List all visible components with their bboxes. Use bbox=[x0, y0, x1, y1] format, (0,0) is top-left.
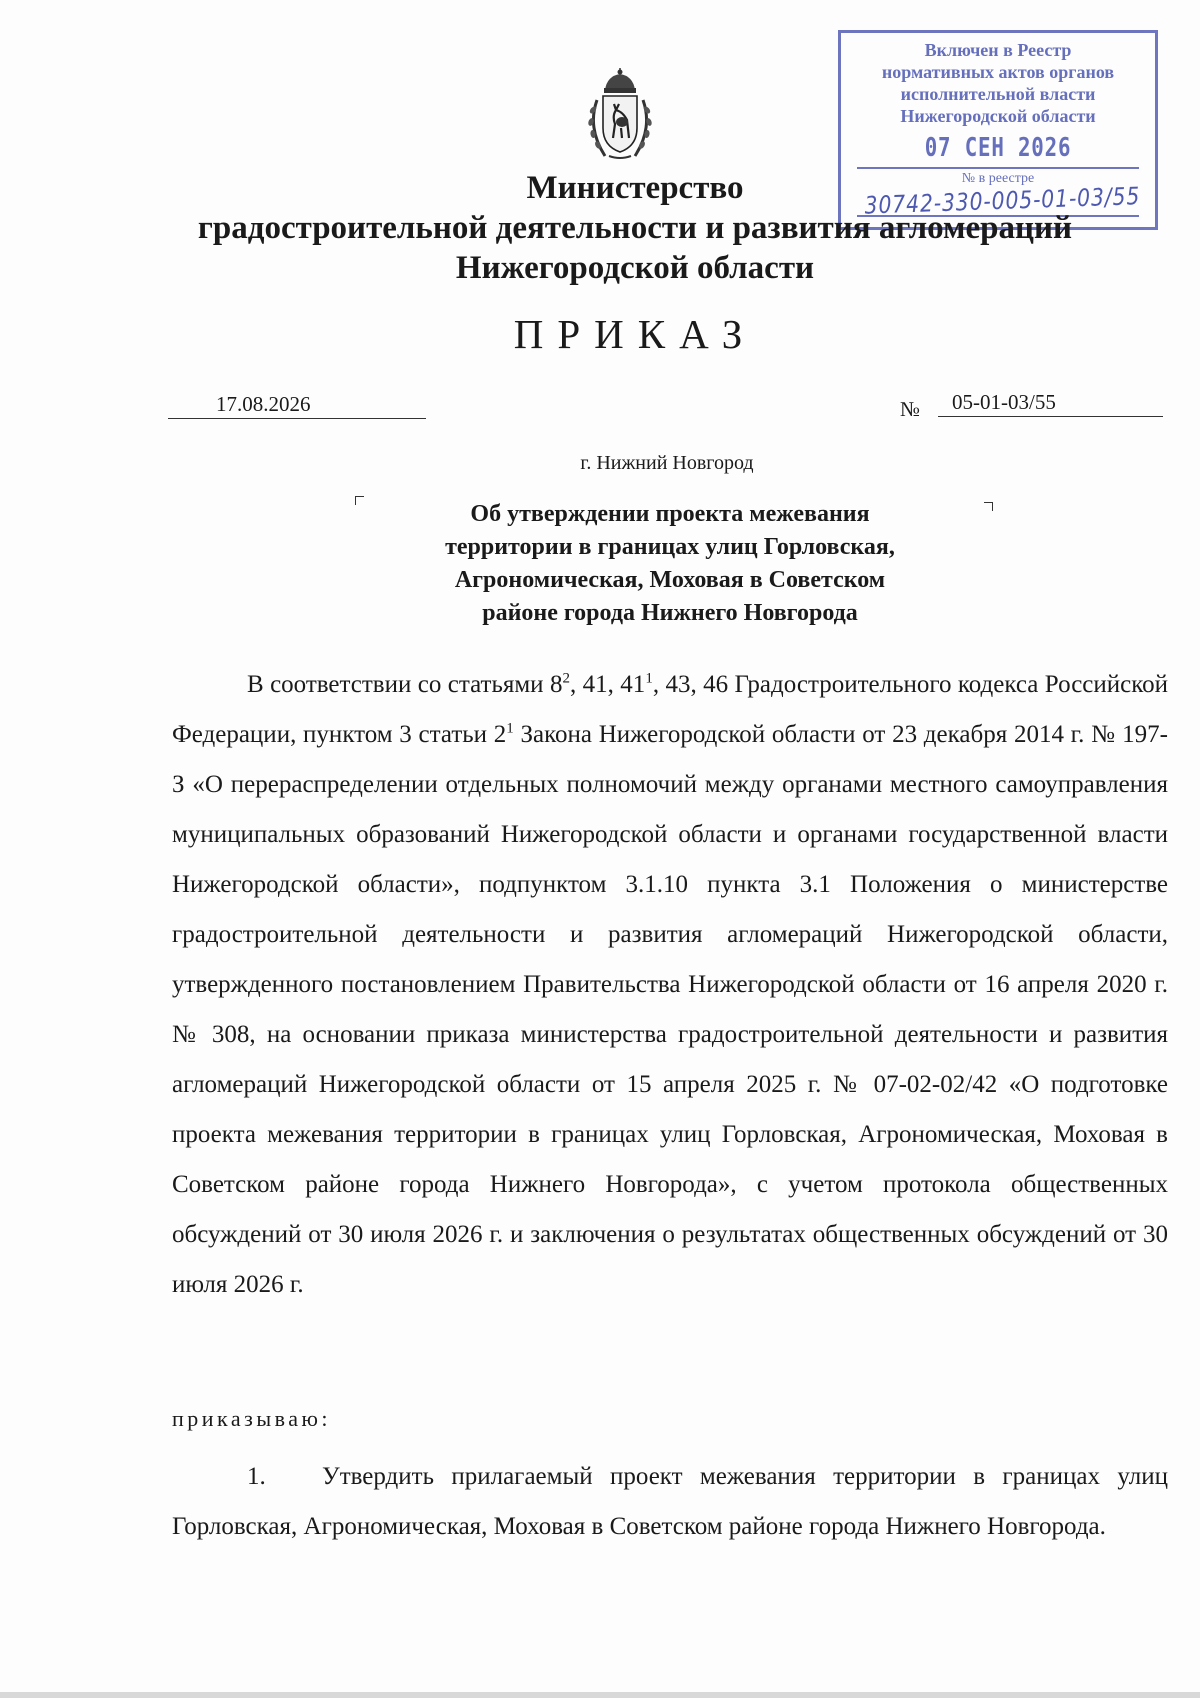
stamp-date: 07 СЕН 2026 bbox=[924, 133, 1072, 163]
order-item-text: Утвердить прилагаемый проект межевания территории в границах улиц Горловская, Агрономическая, Моховая в Советском районе города Нижнего Новгорода. bbox=[172, 1463, 1168, 1540]
ministry-name-line-2: градостроительной деятельности и развития агломераций bbox=[197, 210, 1073, 246]
scan-edge bbox=[0, 1692, 1200, 1698]
order-date: 17.08.2026 bbox=[168, 390, 426, 419]
preamble-text-2: , 41, 41 bbox=[569, 671, 646, 698]
coat-of-arms-icon bbox=[585, 68, 655, 164]
stamp-line-2: нормативных актов органов bbox=[881, 62, 1115, 82]
order-item-number: 1. bbox=[247, 1463, 266, 1490]
preamble-paragraph bbox=[172, 660, 1168, 1310]
order-subject bbox=[340, 498, 1000, 630]
stamp-registry-number: 30742-330-005-01-03/55 bbox=[864, 182, 1141, 220]
subject-line-2: территории в границах улиц Горловская, bbox=[445, 534, 895, 560]
stamp-line-4: Нижегородской области bbox=[900, 106, 1096, 126]
stamp-registry-label: № в реестре bbox=[961, 171, 1035, 186]
order-item bbox=[172, 1452, 1168, 1552]
ministry-name-line-3: Нижегородской области bbox=[455, 250, 815, 286]
preamble-text-4: Закона Нижегородской области от 23 декабря 2014 г. № 197-З «О перераспределении отдельных полномочий между органами местного самоуправления муниципальных образований Нижегородской области и органами государственной власти Нижегородской области», подпунктом 3.1.10 пункта 3.1 Положения о министерстве градостроительной деятельности и развития агломераций Нижегородской области, утвержденного постановлением Правительства Нижегородской области от 16 апреля 2020 г. № 308, на основании приказа министерства градостроительной деятельности и развития агломераций Нижегородской области от 15 апреля 2025 г. № 07-02-02/42 «О подготовке проекта межевания территории в границах улиц Горловская, Агрономическая, Моховая в Советском районе города Нижнего Новгорода», с учетом протокола общественных обсуждений от 30 июля 2026 г. и заключения о результатах общественных обсуждений от 30 июля 2026 г. bbox=[172, 721, 1169, 1298]
stamp-line-1: Включен в Реестр bbox=[924, 40, 1072, 60]
superscript-2: 1 bbox=[645, 670, 653, 687]
preamble-text-3: , 43, 46 Градостроительного кодекса Российской Федерации, пунктом 3 статьи 2 bbox=[172, 671, 1168, 748]
superscript-3: 1 bbox=[506, 720, 514, 737]
preamble-text-1: В соответствии со статьями 8 bbox=[247, 671, 563, 698]
ministry-name-line-1: Министерство bbox=[526, 170, 744, 206]
stamp-line-3: исполнительной власти bbox=[900, 84, 1096, 104]
order-number: 05-01-03/55 bbox=[938, 388, 1163, 417]
number-sign: № bbox=[900, 397, 921, 421]
order-title: ПРИКАЗ bbox=[513, 311, 757, 357]
decree-word: приказываю: bbox=[172, 1406, 332, 1431]
subject-line-1: Об утверждении проекта межевания bbox=[470, 501, 870, 527]
city-name: г. Нижний Новгород bbox=[580, 452, 754, 474]
subject-line-3: Агрономическая, Моховая в Советском bbox=[454, 567, 886, 593]
superscript-1: 2 bbox=[562, 670, 570, 687]
subject-line-4: районе города Нижнего Новгорода bbox=[482, 600, 858, 626]
